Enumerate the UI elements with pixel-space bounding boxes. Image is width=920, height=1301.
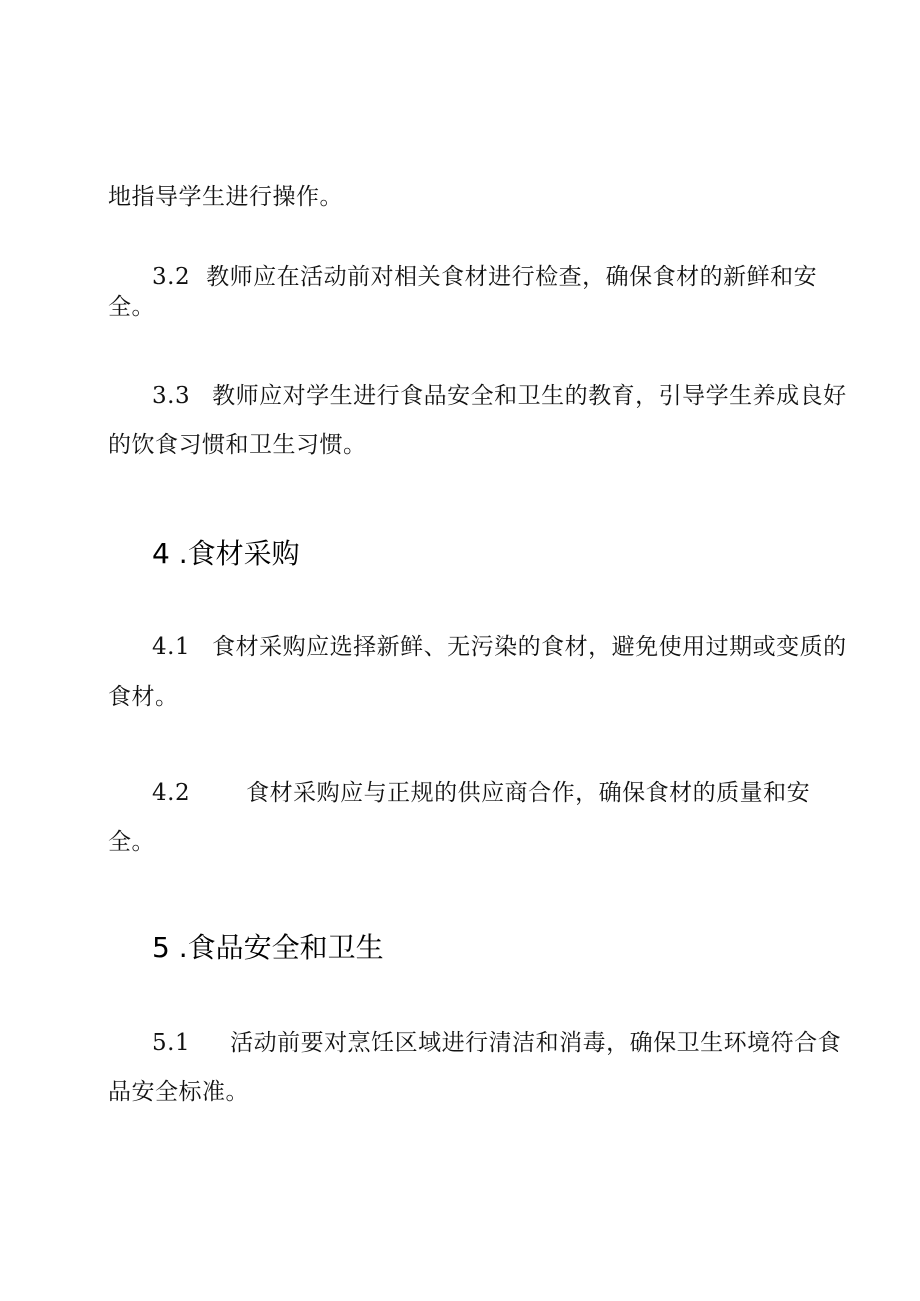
paragraph-3-3-line-2	[108, 434, 367, 457]
paragraph-text: 的饮食习惯和卫生习惯。	[108, 432, 367, 458]
paragraph-3-3-line-1	[152, 385, 847, 408]
section-number: 4.1	[152, 634, 191, 660]
paragraph-3-2-line-2	[108, 296, 155, 319]
paragraph-4-2-line-2	[108, 831, 155, 854]
paragraph-text: 食材采购应选择新鲜、无污染的食材，避免使用过期或变质的	[212, 634, 847, 660]
section-heading-5: 5 .食品安全和卫生	[152, 931, 384, 964]
paragraph-text: 全。	[108, 294, 155, 320]
section-number: 4.2	[152, 780, 191, 806]
paragraph-5-1-line-1	[152, 1032, 841, 1055]
paragraph-text: 活动前要对烹饪区域进行清洁和消毒，确保卫生环境符合食	[230, 1030, 842, 1056]
paragraph-text: 全。	[108, 829, 155, 855]
paragraph-4-1-line-2	[108, 686, 179, 709]
section-number: 3.3	[152, 383, 191, 409]
paragraph-text: 教师应对学生进行食品安全和卫生的教育，引导学生养成良好	[212, 383, 847, 409]
paragraph-text: 食材。	[108, 684, 179, 710]
paragraph-5-1-line-2	[108, 1081, 249, 1104]
paragraph-4-2-line-1	[152, 782, 810, 805]
paragraph-text: 品安全标准。	[108, 1079, 249, 1105]
paragraph-text: 地指导学生进行操作。	[108, 184, 343, 210]
paragraph-continuation	[108, 186, 343, 209]
paragraph-text: 教师应在活动前对相关食材进行检查，确保食材的新鲜和安	[206, 264, 818, 290]
section-number: 3.2	[152, 264, 191, 290]
paragraph-text: 食材采购应与正规的供应商合作，确保食材的质量和安	[246, 780, 811, 806]
section-number: 5.1	[152, 1030, 191, 1056]
paragraph-3-2-line-1	[152, 266, 817, 289]
paragraph-4-1-line-1	[152, 636, 847, 659]
section-heading-4: 4 .食材采购	[152, 537, 300, 570]
